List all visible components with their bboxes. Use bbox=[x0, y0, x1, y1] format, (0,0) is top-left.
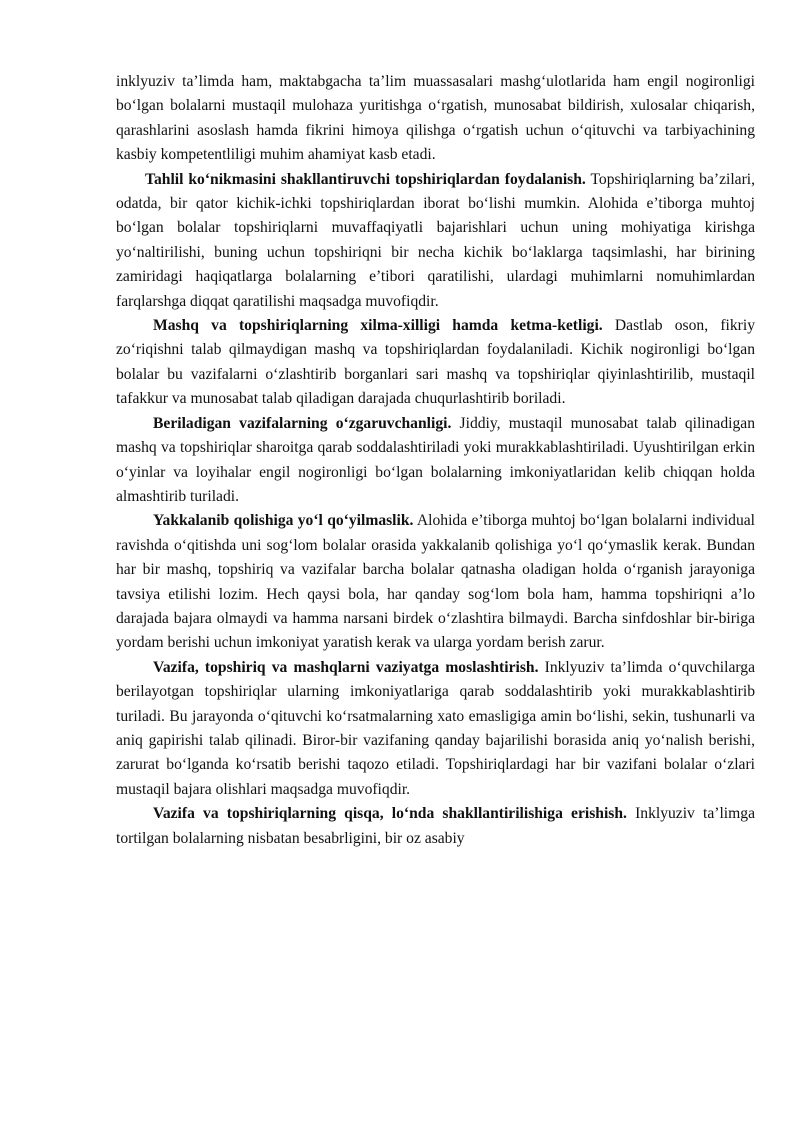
paragraph-text: Dastlab oson, fikriy zo‘riqishni talab qilmaydigan mashq va topshiriqlardan foydalaniladi. Kichik nogironligi bo‘lgan bolalar bu vazifalarni o‘zlashtirib borganlari sari mashq va topshiriqlar qiyinlashtirilib, mustaqil tafakkur va munosabat talab qiladigan darajada chuqurlashtirib boriladi. bbox=[116, 317, 755, 408]
paragraph-intro bbox=[116, 70, 755, 168]
paragraph-text: Jiddiy, mustaqil munosabat talab qilinadigan mashq va topshiriqlar sharoitga qarab soddalashtiriladi yoki murakkablashtiriladi. Uyushtirilgan erkin o‘yinlar va loyihalar engil nogironligi bo‘lgan bolalarning imkoniyatlaridan kelib chiqqan holda almashtirib turiladi. bbox=[116, 414, 755, 505]
paragraph-text: Inklyuziv ta’limga tortilgan bolalarning nisbatan besabrligini, bir oz asabiy bbox=[116, 805, 755, 847]
paragraph-no-isolation bbox=[116, 509, 755, 655]
paragraph-heading: Yakkalanib qolishiga yo‘l qo‘yilmaslik. bbox=[153, 512, 414, 530]
paragraph-text: Inklyuziv ta’limda o‘quvchilarga berilayotgan topshiriqlar ularning imkoniyatlariga qarab soddalashtirib yoki murakkablashtirib turiladi. Bu jarayonda o‘qituvchi ko‘rsatmalarning xato emasligiga amin bo‘lishi, sekin, tushunarli va aniq gapirishi talab qilinadi. Biror-bir vazifaning qanday bajarilishi borasida aniq yo‘nalish berishi, zarurat bo‘lganda ko‘rsatib berishi taqozo etiladi. Topshiriqlardagi har bir vazifani bolalar o‘zlari mustaqil bajara olishlari maqsadga muvofiqdir. bbox=[116, 658, 755, 798]
paragraph-concise-tasks bbox=[116, 802, 755, 851]
paragraph-exercise-variety bbox=[116, 314, 755, 412]
paragraph-heading: Vazifa, topshiriq va mashqlarni vaziyatga moslashtirish. bbox=[153, 658, 539, 676]
paragraph-heading: Beriladigan vazifalarning o‘zgaruvchanligi. bbox=[153, 414, 452, 432]
paragraph-heading: Vazifa va topshiriqlarning qisqa, lo‘nda shakllantirilishiga erishish. bbox=[153, 805, 627, 823]
paragraph-text: Topshiriqlarning ba’zilari, odatda, bir qator kichik-ichki topshiriqlardan iborat bo‘lishi mumkin. Alohida e’tiborga muhtoj bo‘lgan bolalar topshiriqlarni muvaffaqiyatli bajarishlari uchun uning mohiyatiga kirishga yo‘naltirilishi, buning uchun topshiriqni bir necha kichik bo‘laklarga taqsimlashi, har birining zamiridagi haqiqatlarga bolalarning e’tibori qaratilishi, ulardagi muhimlarni nomuhimlardan farqlarshga diqqat qaratilishi maqsadga muvofiqdir. bbox=[116, 170, 755, 310]
paragraph-text: inklyuziv ta’limda ham, maktabgacha ta’lim muassasalari mashg‘ulotlarida ham engil nogironligi bo‘lgan bolalarni mustaqil mulohaza yuritishga o‘rgatish, munosabat bildirish, xulosalar chiqarish, qarashlarini asoslash hamda fikrini himoya qilishga o‘rgatish uchun o‘qituvchi va tarbiyachining kasbiy kompetentliligi muhim ahamiyat kasb etadi. bbox=[116, 73, 755, 164]
paragraph-heading: Tahlil ko‘nikmasini shakllantiruvchi topshiriqlardan foydalanish. bbox=[145, 170, 586, 188]
paragraph-text: Alohida e’tiborga muhtoj bo‘lgan bolalarni individual ravishda o‘qitishda uni sog‘lom bolalar orasida yakkalanib qolishiga yo‘l qo‘ymaslik kerak. Bundan har bir mashq, topshiriq va vazifalar barcha bolalar qatnasha oladigan holda o‘rganish jarayoniga tavsiya etilishi lozim. Hech qaysi bola, har qanday sog‘lom bola ham, hamma topshiriqni a’lo darajada bajara olmaydi va hamma narsani birdek o‘zlashtira bilmaydi. Barcha sinfdoshlar bir-biriga yordam berishi uchun imkoniyat yaratish kerak va ularga yordam berish zarur. bbox=[116, 512, 756, 652]
paragraph-analysis-skill bbox=[116, 168, 755, 314]
paragraph-heading: Mashq va topshiriqlarning xilma-xilligi hamda ketma-ketligi. bbox=[153, 317, 603, 335]
paragraph-task-adaptation bbox=[116, 656, 755, 802]
document-page bbox=[116, 70, 755, 851]
paragraph-task-variability bbox=[116, 412, 755, 510]
